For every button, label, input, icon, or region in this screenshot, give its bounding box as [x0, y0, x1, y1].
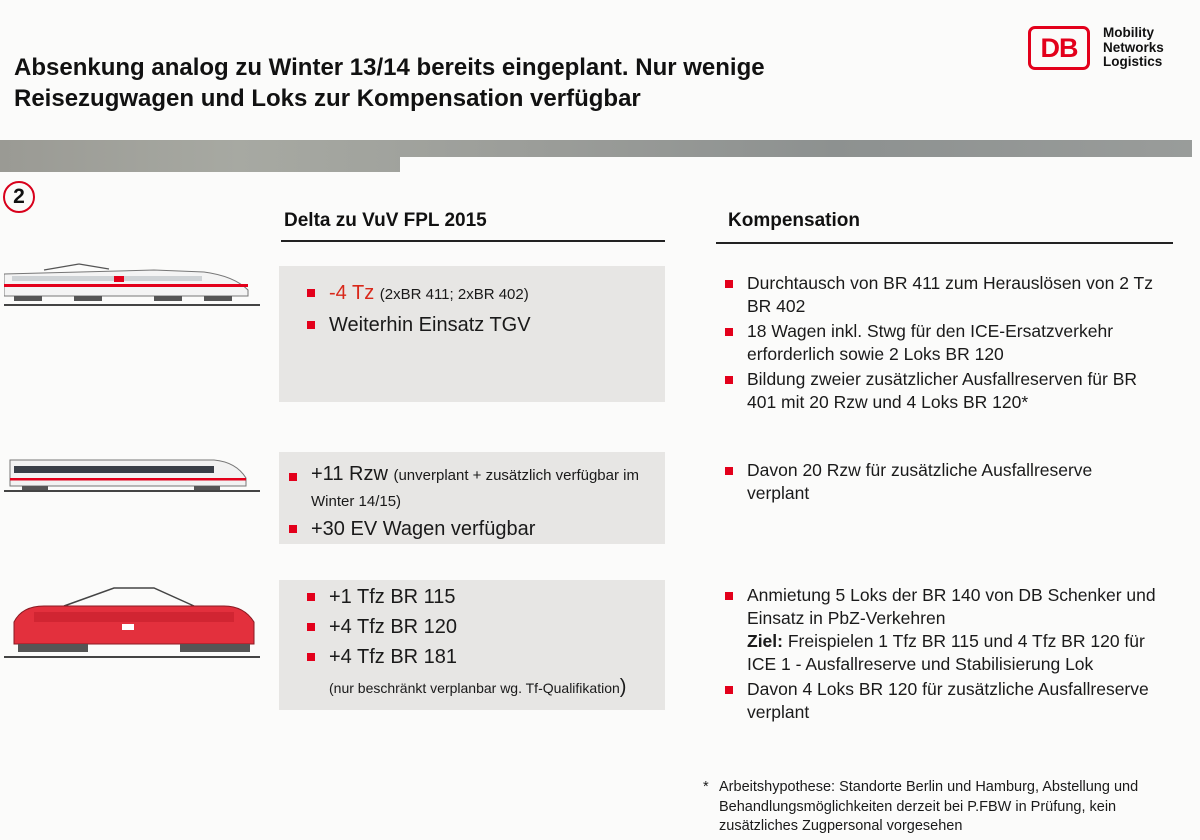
- delta-main: +11 Rzw: [311, 463, 388, 485]
- row3-image-baseline: [4, 656, 260, 658]
- row1-image-baseline: [4, 304, 260, 306]
- list-item: [307, 278, 531, 310]
- delta-note-close: ): [619, 676, 627, 698]
- delta-column-header: Delta zu VuV FPL 2015: [284, 210, 487, 231]
- db-logo-mark: DB: [1040, 32, 1078, 63]
- delta-note: (unverplant + zusätzlich verfügbar im Winter 14/15): [311, 467, 639, 510]
- footnote-star: *: [703, 779, 709, 795]
- list-item: Bildung zweier zusätzlicher Ausfallreserven für BR 401 mit 20 Rzw und 4 Loks BR 120*: [725, 368, 1165, 414]
- list-item: Durchtausch von BR 411 zum Herauslösen von 2 Tz BR 402: [725, 272, 1165, 318]
- delta-main: +4 Tfz BR 120: [329, 616, 458, 638]
- list-item: [725, 584, 1175, 676]
- kompensation-header-rule: [716, 242, 1173, 244]
- list-item: [307, 612, 457, 642]
- delta-qualification-note: [329, 676, 626, 699]
- delta-box-row2: [279, 452, 665, 544]
- tagline-mobility: Mobility: [1103, 25, 1154, 40]
- electric-locomotive-icon: [4, 584, 262, 656]
- list-item: [289, 462, 659, 514]
- delta-note-text: (nur beschränkt verplanbar wg. Tf-Qualifikation: [329, 680, 620, 696]
- header-stripe-notch: [400, 157, 1192, 172]
- kompensation-list-row2: [725, 459, 1145, 507]
- delta-box-row3: [279, 580, 665, 710]
- logo-tagline: [1103, 26, 1164, 70]
- passenger-coach-icon: [4, 452, 254, 494]
- goal-text: Freispielen 1 Tfz BR 115 und 4 Tfz BR 120 für ICE 1 - Ausfallreserve und Stabilisierung Lok: [747, 631, 1145, 674]
- kompensation-list-row3: [725, 584, 1175, 726]
- delta-main: Weiterhin Einsatz TGV: [329, 314, 531, 336]
- list-item: Davon 4 Loks BR 120 für zusätzliche Ausfallreserve verplant: [725, 678, 1175, 724]
- page-title: Absenkung analog zu Winter 13/14 bereits eingeplant. Nur wenige Reisezugwagen und Loks zur Kompensation verfügbar: [14, 54, 765, 112]
- delta-note: (2xBR 411; 2xBR 402): [379, 286, 529, 303]
- delta-main: +4 Tfz BR 181: [329, 646, 458, 668]
- footnote-text: Arbeitshypothese: Standorte Berlin und Hamburg, Abstellung und Behandlungsmöglichkeiten derzeit bei P.FBW in Prüfung, kein zusätzliches Zugpersonal vorgesehen: [719, 779, 1139, 834]
- list-item: Davon 20 Rzw für zusätzliche Ausfallreserve verplant: [725, 459, 1145, 505]
- list-item: [307, 310, 531, 340]
- db-logo: [1028, 26, 1090, 70]
- kompensation-list-row1: [725, 272, 1165, 416]
- kompensation-text: Anmietung 5 Loks der BR 140 von DB Schenker und Einsatz in PbZ-Verkehren: [747, 585, 1156, 628]
- footnote: [703, 778, 1173, 837]
- delta-box-row1: [279, 266, 665, 402]
- tagline-networks: Networks: [1103, 39, 1164, 55]
- row2-image-baseline: [4, 490, 260, 492]
- list-item: 18 Wagen inkl. Stwg für den ICE-Ersatzverkehr erforderlich sowie 2 Loks BR 120: [725, 320, 1165, 366]
- list-item: [289, 514, 659, 544]
- delta-main: +1 Tfz BR 115: [329, 586, 456, 608]
- ice-train-icon: [4, 252, 254, 308]
- kompensation-column-header: Kompensation: [728, 210, 860, 231]
- list-item: [307, 582, 457, 612]
- delta-main: +30 EV Wagen verfügbar: [311, 518, 536, 540]
- goal-label: Ziel:: [747, 631, 783, 651]
- list-item: [307, 642, 457, 672]
- section-number-badge: 2: [3, 181, 35, 213]
- delta-main: -4 Tz: [329, 282, 375, 304]
- delta-header-rule: [281, 240, 665, 242]
- tagline-logistics: Logistics: [1103, 54, 1163, 69]
